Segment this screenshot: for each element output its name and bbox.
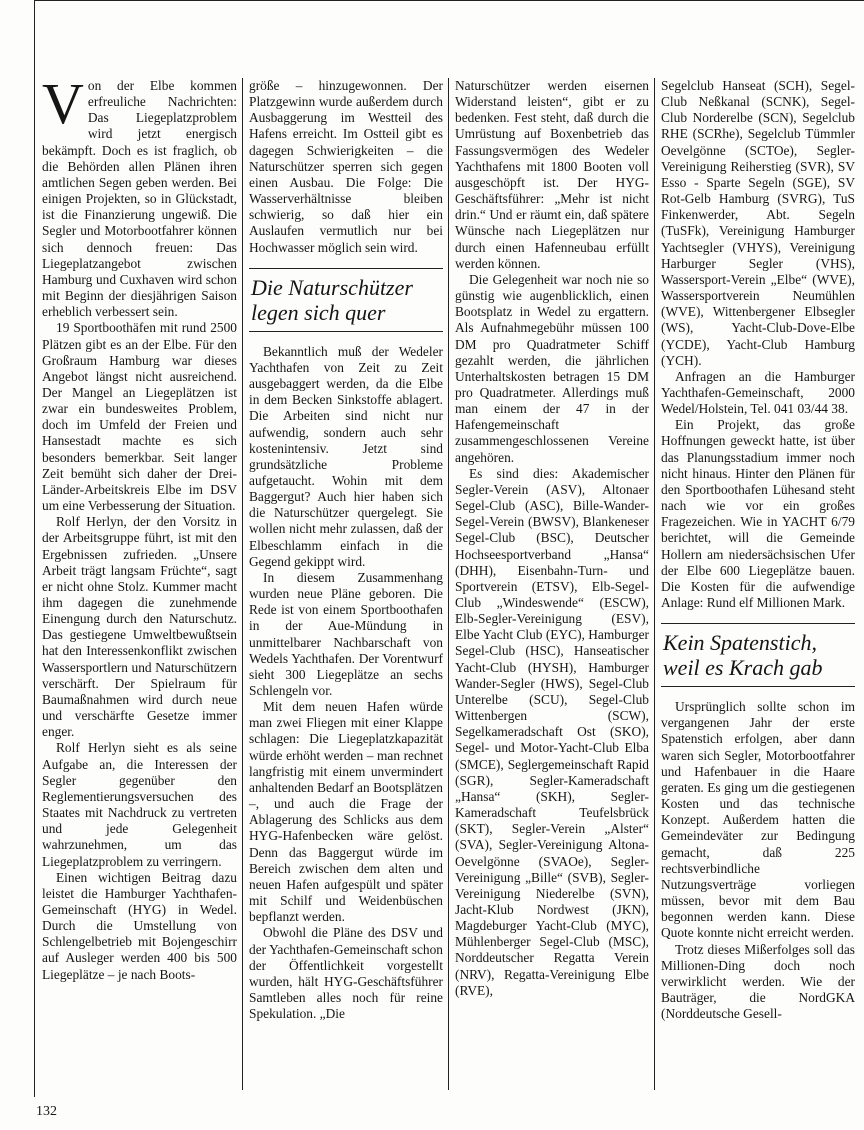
paragraph: Ursprünglich sollte schon im vergangenen Jahr der erste Spatenstich erfolgen, aber dann waren sich Segler, Motorbootfahrer und Hafenbauer in die Haare geraten. Es ging um die gestiegenen Kosten und das technische Konzept. Außerdem hatten die Gemeindeväter zur Bedingung gemacht, daß 225 rechtsverbindliche Nutzungsverträge vorliegen müssen, bevor mit dem Bau begonnen werden kann. Diese Quote konnte nicht erreicht werden.: [661, 699, 855, 941]
paragraph: Die Gelegenheit war noch nie so günstig wie augenblicklich, einen Bootsplatz in Wedel zu ergattern. Als Aufnahmegebühr müssen 100 DM pro Quadratmeter Schiff gezahlt werden, die jährlichen Unterhaltskosten betragen 15 DM pro Quadratmeter. Allerdings muß man einem der 47 in der Hafengemeinschaft zusammengeschlossenen Vereine angehören.: [455, 271, 649, 465]
paragraph: Segelclub Hanseat (SCH), Segel-Club Neßkanal (SCNK), Segel-Club Norderelbe (SCN), Segelclub RHE (SCRhe), Segelclub Tümmler Oevelgönne (SCTOe), Segler-Vereinigung Reiherstieg (SVR), SV Esso - Sparte Segeln (SGE), SV Rot-Gelb Hamburg (SVRG), TuS Finkenwerder, Abt. Segeln (TuSFk), Vereinigung Hamburger Yachtsegler (VHYS), Vereinigung Harburger Segler (VHS), Wassersport-Verein „Elbe“ (WVE), Wassersportverein Neumühlen (WVE), Wittenbergener Elbsegler (WS), Yacht-Club-Dove-Elbe (YCDE), Yacht-Club Hamburg (YCH).: [661, 78, 855, 368]
paragraph: Bekanntlich muß der Wedeler Yachthafen von Zeit zu Zeit ausgebaggert werden, da die Elbe in dem Becken Sinkstoffe ablagert. Die Arbeiten sind nicht nur aufwendig, sondern auch sehr kostenintensiv. Jetzt sind grundsätzliche Probleme aufgetaucht. Wohin mit dem Baggergut? Auch hier haben sich die Naturschützer quergelegt. Sie wollen nicht mehr zulassen, daß der Elbeschlamm einfach in die Gegend gekippt wird.: [249, 343, 443, 569]
column-3: [448, 78, 654, 1090]
paragraph: Naturschützer werden eisernen Widerstand leisten“, gibt er zu bedenken. Fest steht, daß durch die Umrüstung auf Boxenbetrieb das Fassungsvermögen des Wedeler Yachthafens mit 1800 Booten voll ausgeschöpft ist. Der HYG-Geschäftsführer: „Mehr ist nicht drin.“ Und er räumt ein, daß spätere Wünsche nach Liegeplätzen nur durch einen Hafenneubau erfüllt werden können.: [455, 78, 649, 271]
column-4: [654, 78, 860, 1090]
subheadline-box: [661, 623, 855, 687]
paragraph: Ein Projekt, das große Hoffnungen geweckt hatte, ist über das Planungsstadium immer noch nicht hinaus. Hinter den Plänen für den Sportboothafen Lühesand steht nach wie vor ein großes Fragezeichen. Wie in YACHT 6/79 berichtet, will die Gemeinde Hollern am niedersächsischen Ufer der Elbe 600 Liegeplätze bauen. Die Kosten für die aufwendige Anlage: Rund elf Millionen Mark.: [661, 417, 855, 610]
paragraph: Obwohl die Pläne des DSV und der Yachthafen-Gemeinschaft schon der Öffentlichkeit vorgestellt wurden, hält HYG-Geschäftsführer Samtleben alles noch für reine Spekulation. „Die: [249, 925, 443, 1022]
paragraph: Rolf Herlyn sieht es als seine Aufgabe an, die Interessen der Segler gegenüber den Reglementierungsversuchen des Staates mit Nachdruck zu vertreten und jede Gelegenheit wahrzunehmen, um das Liegeplatzproblem zu verringern.: [42, 740, 237, 869]
subheadline-box: [249, 268, 443, 332]
column-2: [242, 78, 448, 1090]
lead-paragraph: [42, 78, 237, 320]
paragraph: Rolf Herlyn, der den Vorsitz in der Arbeitsgruppe führt, ist mit den Ergebnissen zufrieden. „Unsere Arbeit trägt langsam Früchte“, sagt er nicht ohne Stolz. Kummer macht ihm dagegen die zunehmende Einengung durch den Naturschutz. Das gestiegene Umweltbewußtsein hat den Interessenkonflikt zwischen Wassersportlern und Naturschützern verschärft. Der Spielraum für Baumaßnahmen wird durch neue und verschärfte Gesetze immer enger.: [42, 514, 237, 740]
paragraph: größe – hinzugewonnen. Der Platzgewinn wurde außerdem durch Ausbaggerung im Westteil des Hafens erreicht. Im Ostteil gibt es dagegen Schwierigkeiten – die Naturschützer sperren sich gegen einen Ausbau. Die Folge: Die Wasserverhältnisse bleiben schwierig, so daß hier ein Auslaufen vermutlich nur bei Hochwasser möglich sein wird.: [249, 78, 443, 255]
paragraph: In diesem Zusammenhang wurden neue Pläne geboren. Die Rede ist von einem Sportboothafen in der Aue-Mündung in unmittelbarer Nachbarschaft von Wedels Yachthafen. Der Vorentwurf sieht 300 Liegeplätze an sechs Schlengeln vor.: [249, 569, 443, 698]
paragraph: Anfragen an die Hamburger Yachthafen-Gemeinschaft, 2000 Wedel/Holstein, Tel. 041 03/44 38.: [661, 368, 855, 417]
paragraph: Einen wichtigen Beitrag dazu leistet die Hamburger Yachthafen-Gemeinschaft (HYG) in Wedel. Durch die Umstellung von Schlengelbetrieb mit Bojengeschirr auf Ausleger werden 400 bis 500 Liegeplätze – je nach Boots-: [42, 869, 237, 982]
page-number: 132: [36, 1104, 57, 1119]
paragraph: Mit dem neuen Hafen würde man zwei Fliegen mit einer Klappe schlagen: Die Liegeplatzkapazität würde erhöht werden – man rechnet langfristig mit einem unvermindert anhaltenden Bedarf an Bootsplätzen –, und auch die Frage der Ablagerung des Schlicks aus dem HYG-Hafenbecken wäre gelöst. Denn das Baggergut würde im Bereich zwischen dem alten und neuen Hafen aufgespült und später mit Schilf und Weidenbüschen bepflanzt werden.: [249, 699, 443, 925]
column-1: [36, 78, 242, 1090]
paragraph: Trotz dieses Mißerfolges soll das Millionen-Ding doch noch verwirklicht werden. Wie der Bauträger, die NordGKA (Norddeutsche Gesell-: [661, 941, 855, 1022]
subheadline: Die Naturschützer legen sich quer: [251, 274, 413, 325]
lead-text: on der Elbe kommen erfreuliche Nachrichten: Das Liegeplatzproblem wird jetzt energisch bekämpft. Doch es ist fraglich, ob die Behörden allen Plänen ihren amtlichen Segen geben werden. Bei einigen Projekten, so in Glückstadt, ist die Finanzierung ungewiß. Die Segler und Motorbootfahrer können sich dennoch freuen: Das Liegeplatzangebot zwischen Hamburg und Cuxhaven wird schon mit Beginn der diesjährigen Saison erheblich verbessert sein.: [42, 78, 237, 320]
article-body: [36, 78, 862, 1090]
drop-cap: V: [42, 78, 84, 136]
subheadline: Kein Spatenstich, weil es Krach gab: [663, 630, 823, 681]
paragraph: Es sind dies: Akademischer Segler-Verein (ASV), Altonaer Segel-Club (ASC), Bille-Wander-Segel-Verein (BWSV), Blankeneser Segel-Club (BSC), Deutscher Hochseesportverband „Hansa“ (DHH), Eisenbahn-Turn- und Sportverein (ETSV), Elb-Segel-Club „Windeswende“ (ESCW), Elb-Segler-Vereinigung (ESV), Elbe Yacht Club (EYC), Hamburger Segel-Club (HSC), Hanseatischer Yacht-Club (HYSH), Hamburger Wander-Segler (HWS), Segel-Club Unterelbe (SCU), Segel-Club Wittenbergen (SCW), Segelkameradschaft Ost (SKO), Segel- und Motor-Yacht-Club Elba (SMCE), Seglergemeinschaft Rapid (SGR), Segler-Kameradschaft „Hansa“ (SKH), Segler-Kameradschaft Teufelsbrück (SKT), Segler-Verein „Alster“ (SVA), Segler-Vereinigung Altona-Oevelgönne (SVAOe), Segler-Vereinigung „Bille“ (SVB), Segler-Vereinigung Niederelbe (SVN), Jacht-Klub Nordwest (JKN), Magdeburger Yacht-Club (MYC), Mühlenberger Segel-Club (MSC), Norddeutscher Regatta Verein (NRV), Regatta-Vereinigung Elbe (RVE),: [455, 465, 649, 998]
paragraph: 19 Sportboothäfen mit rund 2500 Plätzen gibt es an der Elbe. Für den Großraum Hamburg war dieses Angebot längst nicht ausreichend. Der Mangel an Liegeplätzen ist zwar ein bundesweites Problem, doch im Umfeld der Freien und Hansestadt machte es sich besonders bemerkbar. Seit langer Zeit bemüht sich daher der Drei-Länder-Arbeitskreis Elbe im DSV um eine Verbesserung der Situation.: [42, 320, 237, 514]
